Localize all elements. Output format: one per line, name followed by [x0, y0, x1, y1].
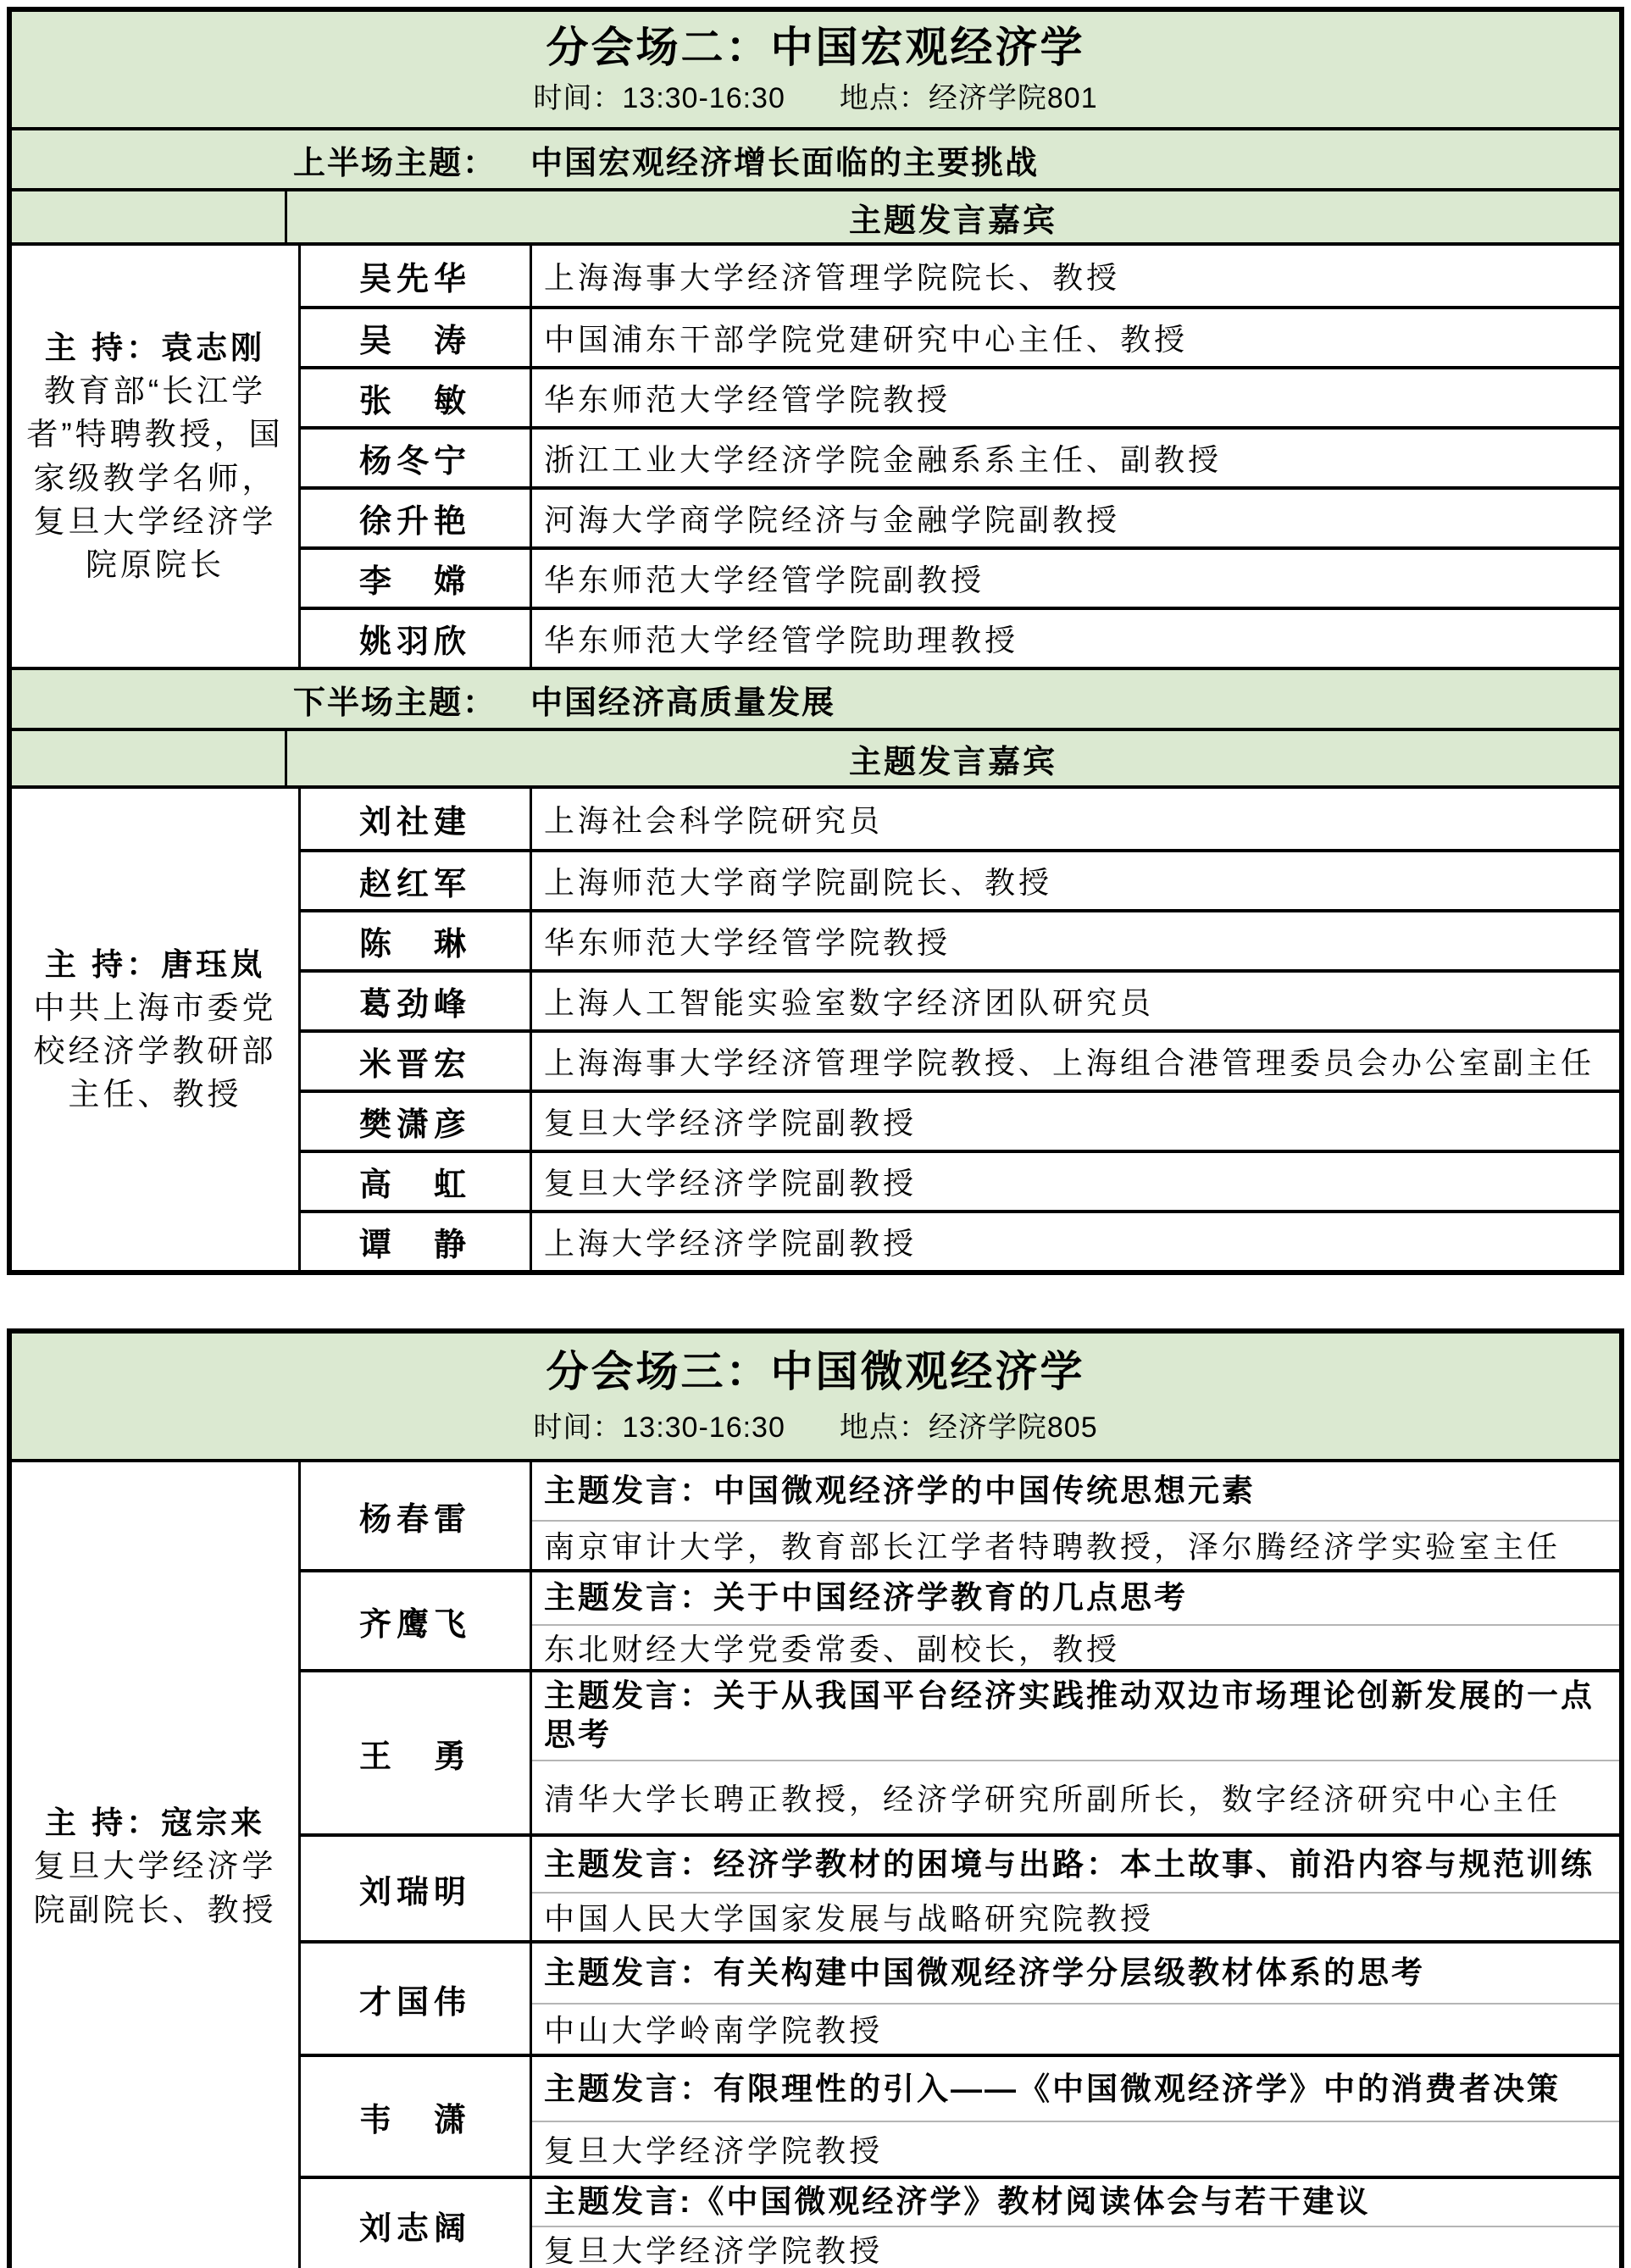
speaker-name: 吴先华	[301, 246, 532, 306]
table-row	[301, 306, 1619, 366]
second-half-speakers-header: 主题发言嘉宾	[848, 744, 1057, 780]
speaker-desc: 上海人工智能实验室数字经济团队研究员	[544, 985, 1155, 1020]
second-half-theme-row	[12, 667, 1619, 728]
empty-cell	[12, 191, 287, 242]
session3-host-cell	[12, 1462, 301, 2268]
speaker-affiliation: 中山大学岭南学院教授	[544, 2013, 884, 2049]
speaker-topic: 主题发言:《中国微观经济学》教材阅读体会与若干建议	[532, 2179, 1619, 2227]
session3-header	[12, 1334, 1619, 1459]
first-half-speaker-rows	[301, 246, 1619, 667]
session3-time-location	[533, 1413, 1097, 1442]
speaker-desc: 上海海事大学经济管理学院院长、教授	[544, 260, 1121, 295]
session2-location: 地点：经济学院801	[839, 82, 1098, 114]
table-row	[301, 2176, 1619, 2268]
session3-table	[7, 1328, 1624, 2268]
table-row	[301, 2054, 1619, 2176]
speaker-name: 赵红军	[301, 852, 532, 909]
empty-cell	[12, 731, 287, 785]
speaker-name: 韦 潇	[301, 2057, 532, 2176]
session3-host-name: 主 持：寇宗来	[44, 1805, 266, 1841]
speaker-name: 樊潇彦	[301, 1093, 532, 1150]
speaker-topic: 主题发言：中国微观经济学的中国传统思想元素	[532, 1462, 1619, 1522]
table-row	[301, 849, 1619, 909]
speaker-affiliation: 东北财经大学党委常委、副校长，教授	[544, 1632, 1121, 1666]
first-half-theme-text: 中国宏观经济增长面临的主要挑战	[530, 145, 1040, 181]
table-row	[301, 909, 1619, 969]
speaker-name: 葛劲峰	[301, 973, 532, 1029]
table-row	[301, 426, 1619, 486]
speaker-desc: 华东师范大学经管学院教授	[544, 382, 951, 417]
first-half-host-cell	[12, 246, 301, 667]
speaker-detail	[532, 1462, 1619, 1569]
first-half-column-header-row	[12, 188, 1619, 242]
first-half-speakers-header: 主题发言嘉宾	[848, 202, 1057, 239]
speaker-name: 李 嫦	[301, 550, 532, 607]
session2-title: 分会场二：中国宏观经济学	[546, 24, 1085, 71]
first-half-host-name: 主 持：袁志刚	[44, 330, 266, 366]
table-gap	[0, 1275, 1631, 1328]
speaker-detail	[532, 1837, 1619, 1940]
speaker-desc: 华东师范大学经管学院副教授	[544, 563, 985, 597]
second-half-speaker-rows	[301, 789, 1619, 1270]
speaker-desc: 华东师范大学经管学院教授	[544, 925, 951, 960]
speaker-name: 杨冬宁	[301, 430, 532, 486]
table-row	[301, 366, 1619, 426]
speaker-affiliation: 中国人民大学国家发展与战略研究院教授	[544, 1901, 1155, 1937]
speaker-topic: 主题发言：经济学教材的困境与出路：本土故事、前沿内容与规范训练	[532, 1837, 1619, 1894]
second-half-host-desc: 中共上海市委党校经济学教研部主任、教授	[33, 990, 277, 1112]
table-row	[301, 1090, 1619, 1150]
speaker-affiliation: 复旦大学经济学院教授	[544, 2233, 884, 2268]
speaker-desc: 华东师范大学经管学院助理教授	[544, 623, 1019, 657]
session2-time: 时间：13:30-16:30	[533, 82, 785, 114]
speaker-desc: 河海大学商学院经济与金融学院副教授	[544, 502, 1121, 537]
second-half-theme-label: 下半场主题：	[293, 685, 497, 721]
first-half-theme-row	[12, 127, 1619, 188]
speaker-name: 王 勇	[301, 1672, 532, 1833]
speaker-name: 陈 琳	[301, 912, 532, 969]
session3-location: 地点：经济学院805	[839, 1411, 1098, 1444]
first-half-host-desc: 教育部“长江学者”特聘教授，国家级教学名师，复旦大学经济学院原院长	[26, 374, 284, 582]
speaker-name: 齐鹰飞	[301, 1572, 532, 1669]
speaker-detail	[532, 2179, 1619, 2268]
table-row	[301, 607, 1619, 667]
table-row	[301, 546, 1619, 607]
speaker-topic: 主题发言：有关构建中国微观经济学分层级教材体系的思考	[532, 1944, 1619, 2005]
second-half-speaker-block	[12, 785, 1619, 1270]
speaker-name: 张 敏	[301, 369, 532, 426]
speaker-detail	[532, 2057, 1619, 2176]
speaker-topic: 主题发言：关于中国经济学教育的几点思考	[532, 1572, 1619, 1626]
speaker-desc: 中国浦东干部学院党建研究中心主任、教授	[544, 322, 1189, 357]
speaker-desc: 上海师范大学商学院副院长、教授	[544, 865, 1053, 900]
speaker-detail	[532, 1944, 1619, 2054]
speaker-name: 刘瑞明	[301, 1837, 532, 1940]
speaker-name: 杨春雷	[301, 1462, 532, 1569]
speaker-affiliation: 清华大学长聘正教授，经济学研究所副所长，数字经济研究中心主任	[544, 1781, 1562, 1816]
table-row	[301, 1029, 1619, 1090]
speaker-affiliation: 南京审计大学，教育部长江学者特聘教授，泽尔腾经济学实验室主任	[544, 1529, 1562, 1565]
speaker-topic: 主题发言：关于从我国平台经济实践推动双边市场理论创新发展的一点思考	[532, 1672, 1619, 1761]
table-row	[301, 1210, 1619, 1270]
speaker-desc: 上海社会科学院研究员	[544, 803, 884, 838]
speaker-desc: 复旦大学经济学院副教授	[544, 1106, 918, 1140]
session3-time: 时间：13:30-16:30	[533, 1411, 785, 1444]
speaker-name: 徐升艳	[301, 490, 532, 546]
session2-header	[12, 12, 1619, 127]
table-row	[301, 969, 1619, 1029]
first-half-theme-label: 上半场主题：	[293, 145, 497, 181]
speaker-name: 姚羽欣	[301, 610, 532, 667]
table-row	[301, 1833, 1619, 1940]
speaker-desc: 复旦大学经济学院副教授	[544, 1166, 918, 1201]
table-row	[301, 1462, 1619, 1569]
speaker-name: 刘社建	[301, 789, 532, 849]
table-row	[301, 789, 1619, 849]
session3-speaker-rows	[301, 1462, 1619, 2268]
table-row	[301, 1150, 1619, 1210]
table-row	[301, 1669, 1619, 1833]
speaker-name: 谭 静	[301, 1213, 532, 1270]
session3-host-desc: 复旦大学经济学院副院长、教授	[33, 1849, 277, 1927]
session3-speaker-block	[12, 1459, 1619, 2268]
table-row	[301, 1940, 1619, 2054]
session2-table	[7, 7, 1624, 1275]
speaker-detail	[532, 1572, 1619, 1669]
table-row	[301, 1569, 1619, 1669]
speaker-detail	[532, 1672, 1619, 1833]
speaker-desc: 浙江工业大学经济学院金融系系主任、副教授	[544, 442, 1223, 477]
second-half-theme-text: 中国经济高质量发展	[530, 685, 836, 721]
second-half-host-cell	[12, 789, 301, 1270]
second-half-host-name: 主 持：唐珏岚	[44, 946, 266, 982]
speaker-name: 才国伟	[301, 1944, 532, 2054]
first-half-speaker-block	[12, 242, 1619, 667]
speaker-affiliation: 复旦大学经济学院教授	[544, 2133, 884, 2169]
session3-title: 分会场三：中国微观经济学	[546, 1348, 1085, 1395]
table-row	[301, 486, 1619, 546]
speaker-name: 米晋宏	[301, 1033, 532, 1090]
session2-time-location	[533, 84, 1097, 113]
speaker-name: 刘志阔	[301, 2179, 532, 2268]
speaker-name: 吴 涛	[301, 309, 532, 366]
second-half-column-header-row	[12, 728, 1619, 785]
speaker-desc: 上海大学经济学院副教授	[544, 1226, 918, 1261]
speaker-name: 高 虹	[301, 1153, 532, 1210]
speaker-topic: 主题发言：有限理性的引入——《中国微观经济学》中的消费者决策	[532, 2057, 1619, 2122]
speaker-desc: 上海海事大学经济管理学院教授、上海组合港管理委员会办公室副主任	[544, 1045, 1595, 1080]
table-row	[301, 246, 1619, 306]
